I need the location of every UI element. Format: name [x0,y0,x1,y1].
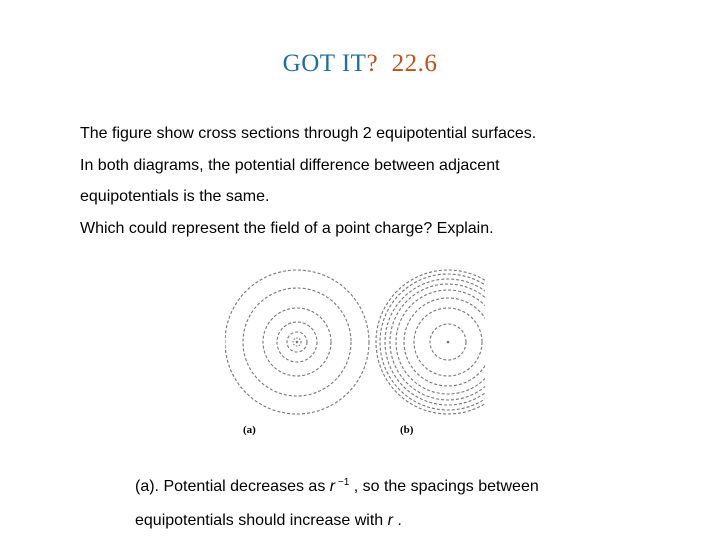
answer-line-1 [135,466,695,504]
figure-label-a: (a) [243,424,256,436]
diagram-b [376,270,485,414]
answer-exponent: −1 [335,477,350,488]
figure-label-b: (b) [400,424,414,436]
title-question-mark: ? [366,50,379,77]
answer-text-part: equipotentials should increase with [135,512,388,529]
equipotential-circle [396,290,485,394]
answer-variable-r: r [329,478,336,495]
point-charge-dot [296,341,299,344]
equipotential-figure [225,262,485,442]
body-line: The figure show cross sections through 2 equipotential surfaces. [80,125,537,142]
body-line: Which could represent the field of a point charge? Explain. [80,219,494,237]
diagram-a [225,270,369,414]
title-main: GOT IT [282,50,367,77]
answer-text [135,466,695,538]
body-line: equipotentials is the same. [80,188,270,205]
equipotential-circle [404,298,485,386]
answer-text-part: , so the spacings between [349,478,539,495]
question-text [80,118,680,244]
equipotential-diagrams [225,262,485,422]
answer-text-part: (a). Potential decreases as [135,478,330,495]
point-charge-dot [447,341,450,344]
answer-text-part: . [392,512,402,529]
answer-variable-r: r [387,512,393,529]
equipotential-circle [390,284,485,400]
body-line: In both diagrams, the potential difference between adjacent [80,156,500,174]
equipotential-circle [385,279,485,405]
title-number: 22.6 [391,50,438,77]
answer-line-2 [135,504,695,538]
slide-title [0,50,720,78]
